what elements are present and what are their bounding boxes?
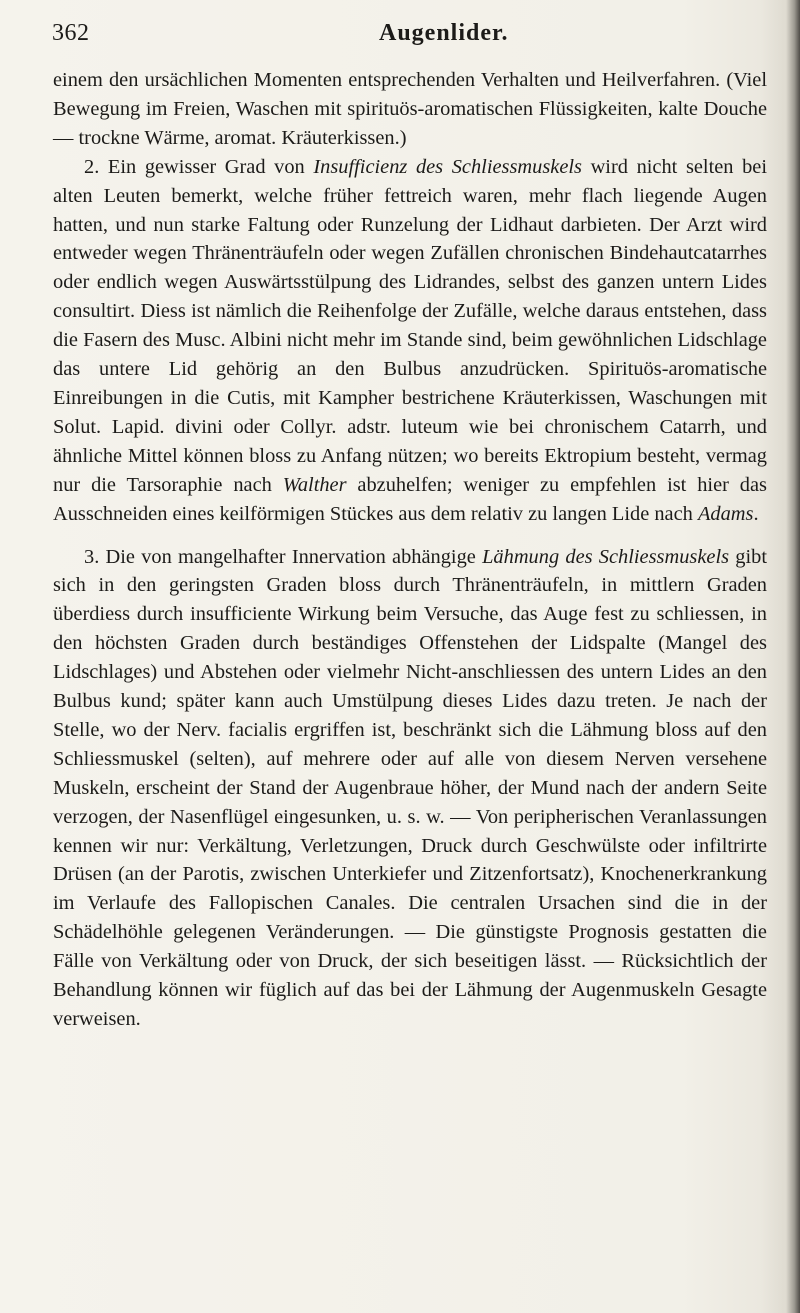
paragraph-body-cont: abzuhelfen; weniger zu empfehlen ist hier das Ausschneiden eines keilförmigen Stückes aus dem relativ zu langen Lide nach [53,473,767,525]
paragraph-laehmung [53,543,767,1034]
paragraph-continued: einem den ursächlichen Momenten entsprechenden Verhalten und Heilverfahren. (Viel Bewegung im Freien, Waschen mit spirituös-aromatischen Flüssigkeiten, kalte Douche — trockne Wärme, aromat. Kräuterkissen.) [53,69,767,149]
paragraph-lead: 3. Die von mangelhafter Innervation abhängige [84,545,483,568]
page-header [52,20,752,60]
paragraph-body: gibt sich in den geringsten Graden bloss durch Thränenträufeln, in mittlern Graden überdiess durch insufficiente Wirkung beim Versuche, das Auge fest zu schliessen, in den höchsten Graden durch beständiges Offenstehen der Lidspalte (Mangel des Lidschlages) und Abstehen oder vielmehr Nicht-anschliessen des untern Lides an den Bulbus kund; später kann auch Umstülpung dieses Lides dazu treten. Je nach der Stelle, wo der Nerv. facialis ergriffen ist, beschränkt sich die Lähmung bloss auf den Schliessmuskel (selten), auf mehrere oder auf alle von diesem Nerven versehene Muskeln, erscheint der Stand der Augenbraue höher, der Mund nach der andern Seite verzogen, der Nasenflügel eingesunken, u. s. w. — Von peripherischen Veranlassungen kennen wir nur: Verkältung, Verletzungen, Druck durch Geschwülste oder infiltrirte Drüsen (an der Parotis, zwischen Unterkiefer und Zitzenfortsatz), Knochenerkrankung im Verlaufe des Fallopischen Canales. Die centralen Ursachen sind die in der Schädelhöhle gelegenen Veränderungen. — Die günstigste Prognosis gestatten die Fälle von Verkältung oder von Druck, der sich beseitigen lässt. — Rücksichtlich der Behandlung können wir füglich auf das bei der Lähmung der Augenmuskeln Gesagte verweisen. [53,545,768,1030]
running-title: Augenlider. [379,20,509,46]
page-number: 362 [52,20,90,46]
paragraph-body: wird nicht selten bei alten Leuten bemerkt, welche früher fettreich waren, mehr flach liegende Augen hatten, und nun starke Faltung oder Runzelung der Lidhaut darbieten. Der Arzt wird entweder wegen Thränenträufeln oder wegen Zufällen chronischen Bindehautcatarrhes oder endlich wegen Auswärtsstülpung des Lidrandes, selbst des ganzen untern Lides consultirt. Diess ist nämlich die Reihenfolge der Zufälle, welche daraus entstehen, dass die Fasern des Musc. Albini nicht mehr im Stande sind, beim gewöhnlichen Lidschlage das untere Lid gehörig an den Bulbus anzudrücken. Spirituös-aromatische Einreibungen in die Cutis, mit Kampher bestrichene Kräuterkissen, Waschungen mit Solut. Lapid. divini oder Collyr. adstr. luteum wie bei chronischem Catarrh, und ähnliche Mittel können bloss zu Anfang nützen; wo bereits Ektropium besteht, vermag nur die Tarsoraphie nach [53,155,768,496]
paragraph-insufficienz [53,153,767,529]
page-edge-shadow [786,0,800,1313]
paragraph-end: . [753,502,759,525]
italic-name-adams: Adams [697,502,754,525]
italic-term-laehmung: Lähmung des Schliessmuskels [482,545,730,568]
italic-term-insufficienz: Insufficienz des Schliessmuskels [313,155,582,178]
paragraph-lead: 2. Ein gewisser Grad von [84,155,314,178]
body-text [53,66,767,1034]
italic-name-walther: Walther [282,473,347,496]
